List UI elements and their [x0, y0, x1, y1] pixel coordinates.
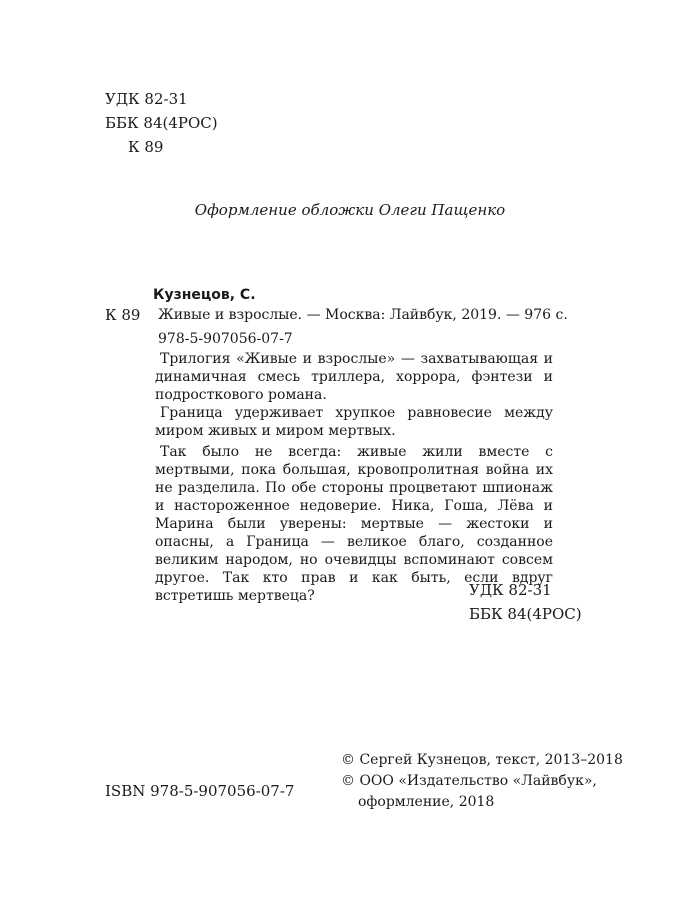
author-mark-top: К 89	[128, 138, 164, 156]
copyright-publisher: © ООО «Издательство «Лайвбук»,	[341, 773, 597, 789]
udk-code-top: УДК 82-31	[105, 90, 188, 108]
bbk-code-top: ББК 84(4РОС)	[105, 114, 218, 132]
annotation	[155, 350, 553, 605]
copyright-text: © Сергей Кузнецов, текст, 2013–2018	[341, 752, 623, 768]
cover-design-credit: Оформление обложки Олеги Пащенко	[194, 201, 506, 219]
annotation-paragraph: Трилогия «Живые и взрослые» — захватывающая и динамичная смесь триллера, хоррора, фэнтези и подросткового романа.	[155, 351, 553, 403]
udk-code-bottom: УДК 82-31	[469, 581, 552, 599]
bibliographic-description: Живые и взрослые. — Москва: Лайвбук, 2019. — 976 с.	[158, 307, 568, 323]
bbk-code-bottom: ББК 84(4РОС)	[469, 605, 582, 623]
copyright-design: оформление, 2018	[358, 794, 495, 810]
annotation-paragraph: Граница удерживает хрупкое равновесие между миром живых и миром мертвых.	[155, 405, 553, 439]
record-isbn: 978-5-907056-07-7	[158, 331, 293, 347]
annotation-paragraph: Так было не всегда: живые жили вместе с мертвыми, пока большая, кровопролитная война их не разделила. По обе стороны процветают шпионаж и настороженное недоверие. Ника, Гоша, Лёва и Марина были уверены: мертвые — жестоки и опасны, а Граница — великое благо, созданное великим народом, но очевидцы вспоминают совсем другое. Так кто прав и как быть, если вдруг встретишь мертвеца?	[155, 444, 553, 604]
author-heading: Кузнецов, С.	[153, 287, 256, 303]
author-mark: К 89	[105, 306, 141, 324]
isbn-line: ISBN 978-5-907056-07-7	[105, 782, 295, 800]
